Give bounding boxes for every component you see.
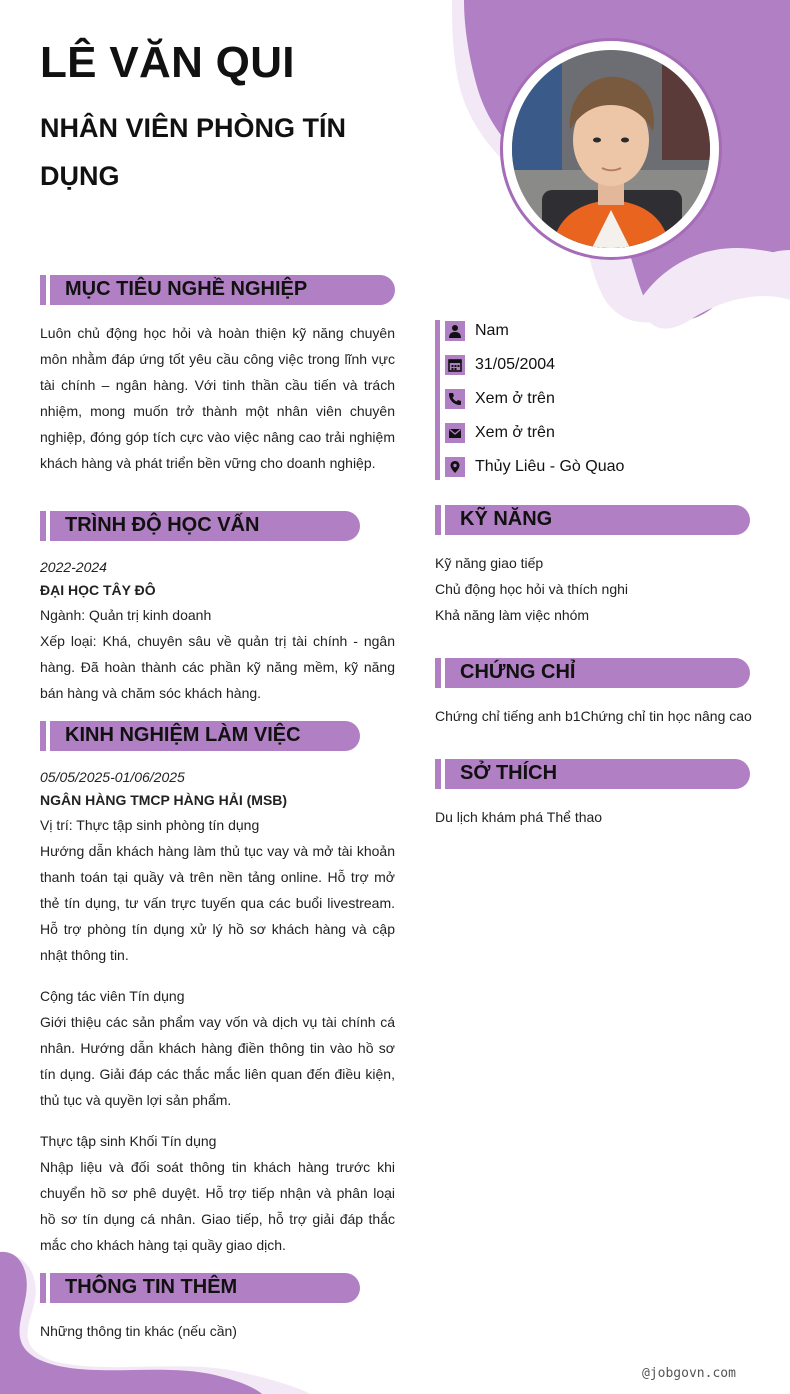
certificates-text: Chứng chỉ tiếng anh b1Chứng chỉ tin học nâng cao <box>435 708 752 724</box>
experience-heading-label: KINH NGHIỆM LÀM VIỆC <box>65 724 301 746</box>
education-school: ĐẠI HỌC TÂY ĐÔ <box>40 582 156 598</box>
certificates-heading-label: CHỨNG CHỈ <box>460 661 576 683</box>
objective-text: Luôn chủ động học hỏi và hoàn thiện kỹ năng chuyên môn nhằm đáp ứng tốt yêu cầu công việc trong lĩnh vực tài chính – ngân hàng. Với tinh thần cầu tiến và trách nhiệm, mong muốn trở thành một nhân viên chuyên nghiệp, đóng góp tích cực vào việc nâng cao trải nghiệm khách hàng và phát triển bền vững cho doanh nghiệp. <box>40 325 395 471</box>
additional-heading-label: THÔNG TIN THÊM <box>65 1276 238 1298</box>
skills-heading <box>435 505 750 535</box>
contact-email <box>445 422 555 444</box>
experience-role: Thực tập sinh Khối Tín dụng <box>40 1133 217 1149</box>
education-period: 2022-2024 <box>40 559 107 575</box>
calendar-icon <box>445 355 465 375</box>
education-major: Ngành: Quản trị kinh doanh <box>40 607 212 623</box>
contact-bar <box>435 320 440 480</box>
profile-photo-icon <box>512 50 710 248</box>
contact-birthday <box>445 354 555 376</box>
education-detail: Xếp loại: Khá, chuyên sâu về quản trị tài chính - ngân hàng. Đã hoàn thành các phần kỹ năng mềm, kỹ năng bán hàng và chăm sóc khách hàng. <box>40 633 395 701</box>
hobbies-heading <box>435 759 750 789</box>
hobbies-heading-label: SỞ THÍCH <box>460 762 558 784</box>
heading-bar <box>40 1273 46 1303</box>
experience-description: Nhập liệu và đối soát thông tin khách hàng trước khi chuyển hồ sơ phê duyệt. Hỗ trợ tiếp nhận và phân loại hồ sơ tín dụng cá nhân. Giao tiếp, hỗ trợ giải đáp thắc mắc cho khách hàng tại quầy giao dịch. <box>40 1159 395 1253</box>
experience-role: Cộng tác viên Tín dụng <box>40 988 185 1004</box>
heading-bar <box>435 759 441 789</box>
education-heading-label: TRÌNH ĐỘ HỌC VẤN <box>65 514 260 536</box>
education-heading <box>40 511 360 541</box>
person-icon <box>445 321 465 341</box>
additional-text: Những thông tin khác (nếu cần) <box>40 1323 237 1339</box>
skill-item: Kỹ năng giao tiếp <box>435 555 544 571</box>
experience-company: NGÂN HÀNG TMCP HÀNG HẢI (MSB) <box>40 792 288 808</box>
experience-heading <box>40 721 360 751</box>
hobbies-text: Du lịch khám phá Thể thao <box>435 809 603 825</box>
contact-email-text: Xem ở trên <box>475 424 555 441</box>
experience-description: Hướng dẫn khách hàng làm thủ tục vay và mở tài khoản thanh toán tại quầy và trên nền tảng online. Hỗ trợ mở thẻ tín dụng, tư vấn trực tuyến qua các buổi livestream. Hỗ trợ phòng tín dụng xử lý hồ sơ khách hàng và cập nhật thông tin. <box>40 843 395 963</box>
candidate-name: LÊ VĂN QUI <box>40 38 295 87</box>
contact-gender <box>445 320 509 342</box>
contact-birthday-text: 31/05/2004 <box>475 356 556 373</box>
contact-gender-text: Nam <box>475 322 509 339</box>
experience-role: Vị trí: Thực tập sinh phòng tín dụng <box>40 817 260 833</box>
avatar-frame <box>500 38 722 260</box>
email-icon <box>445 423 465 443</box>
objective-heading <box>40 275 395 305</box>
contact-address-text: Thủy Liêu - Gò Quao <box>475 458 625 475</box>
watermark: @jobgovn.com <box>642 1366 736 1381</box>
heading-bar <box>40 721 46 751</box>
heading-bar <box>40 511 46 541</box>
heading-bar <box>40 275 46 305</box>
additional-heading <box>40 1273 360 1303</box>
objective-heading-label: MỤC TIÊU NGHỀ NGHIỆP <box>65 278 308 300</box>
avatar <box>512 50 710 248</box>
heading-bar <box>435 658 441 688</box>
location-icon <box>445 457 465 477</box>
heading-bar <box>435 505 441 535</box>
experience-description: Giới thiệu các sản phẩm vay vốn và dịch vụ tài chính cá nhân. Hướng dẫn khách hàng điền thông tin vào hồ sơ tín dụng. Giải đáp các thắc mắc liên quan đến điều kiện, thủ tục và quyền lợi sản phẩm. <box>40 1014 395 1108</box>
phone-icon <box>445 389 465 409</box>
contact-address <box>445 456 624 478</box>
experience-period: 05/05/2025-01/06/2025 <box>40 769 185 785</box>
contact-phone-text: Xem ở trên <box>475 390 555 407</box>
job-title: NHÂN VIÊN PHÒNG TÍN DỤNG <box>40 113 347 191</box>
contact-info <box>435 320 735 482</box>
skills-heading-label: KỸ NĂNG <box>460 508 553 530</box>
certificates-heading <box>435 658 750 688</box>
skill-item: Chủ động học hỏi và thích nghi <box>435 581 629 597</box>
contact-phone <box>445 388 555 410</box>
skill-item: Khả năng làm việc nhóm <box>435 607 590 623</box>
